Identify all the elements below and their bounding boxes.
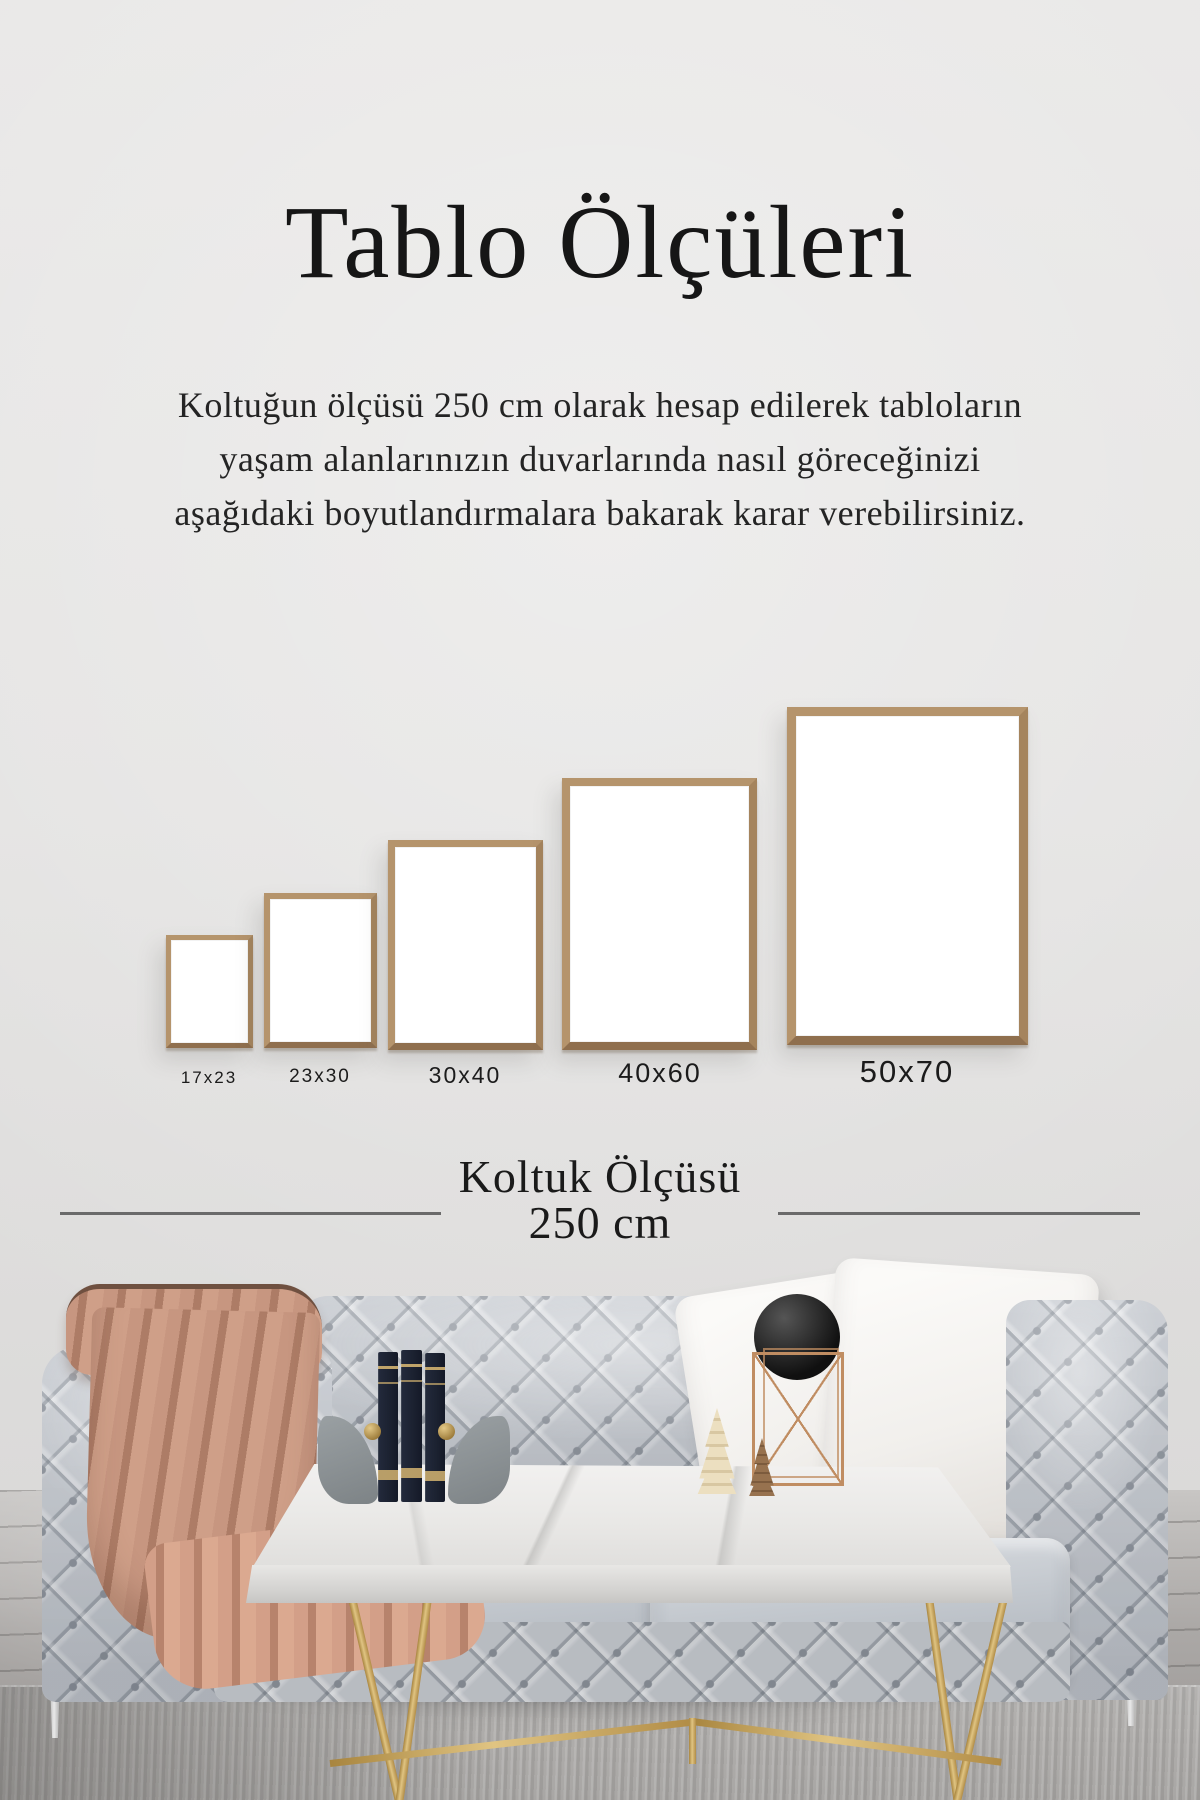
picture-frame-40x60 <box>562 778 757 1050</box>
intro-line-2: yaşam alanlarınızın duvarlarında nasıl göreceğinizi <box>219 439 981 479</box>
book-2 <box>401 1350 422 1502</box>
living-room-photo <box>0 1240 1200 1800</box>
intro-line-3: aşağıdaki boyutlandırmalara bakarak karar verebilirsiniz. <box>174 493 1026 533</box>
book-1 <box>378 1352 398 1502</box>
picture-frame-17x23 <box>166 935 253 1048</box>
table-stretcher-center <box>689 1718 696 1764</box>
divider-line-right <box>778 1212 1140 1215</box>
frame-size-label-23x30: 23x30 <box>289 1066 351 1087</box>
marble-tabletop-edge <box>246 1565 1013 1603</box>
frame-size-label-40x60: 40x60 <box>618 1058 702 1088</box>
frame-size-label-17x23: 17x23 <box>180 1068 238 1087</box>
divider-line-left <box>60 1212 441 1215</box>
intro-paragraph <box>60 378 1140 540</box>
bookend-gold-knob-left <box>364 1423 381 1440</box>
picture-frame-50x70 <box>787 707 1028 1045</box>
picture-frame-23x30 <box>264 893 377 1048</box>
couch-size-heading: Koltuk Ölçüsü <box>458 1151 742 1202</box>
couch-size-value: 250 cm <box>528 1197 672 1248</box>
frame-size-label-30x40: 30x40 <box>428 1062 502 1088</box>
intro-line-1: Koltuğun ölçüsü 250 cm olarak hesap edilerek tabloların <box>177 385 1023 425</box>
page-title: Tablo Ölçüleri <box>284 184 916 300</box>
bookend-gold-knob-right <box>438 1423 455 1440</box>
picture-frame-30x40 <box>388 840 543 1050</box>
frame-size-label-50x70: 50x70 <box>859 1054 955 1089</box>
